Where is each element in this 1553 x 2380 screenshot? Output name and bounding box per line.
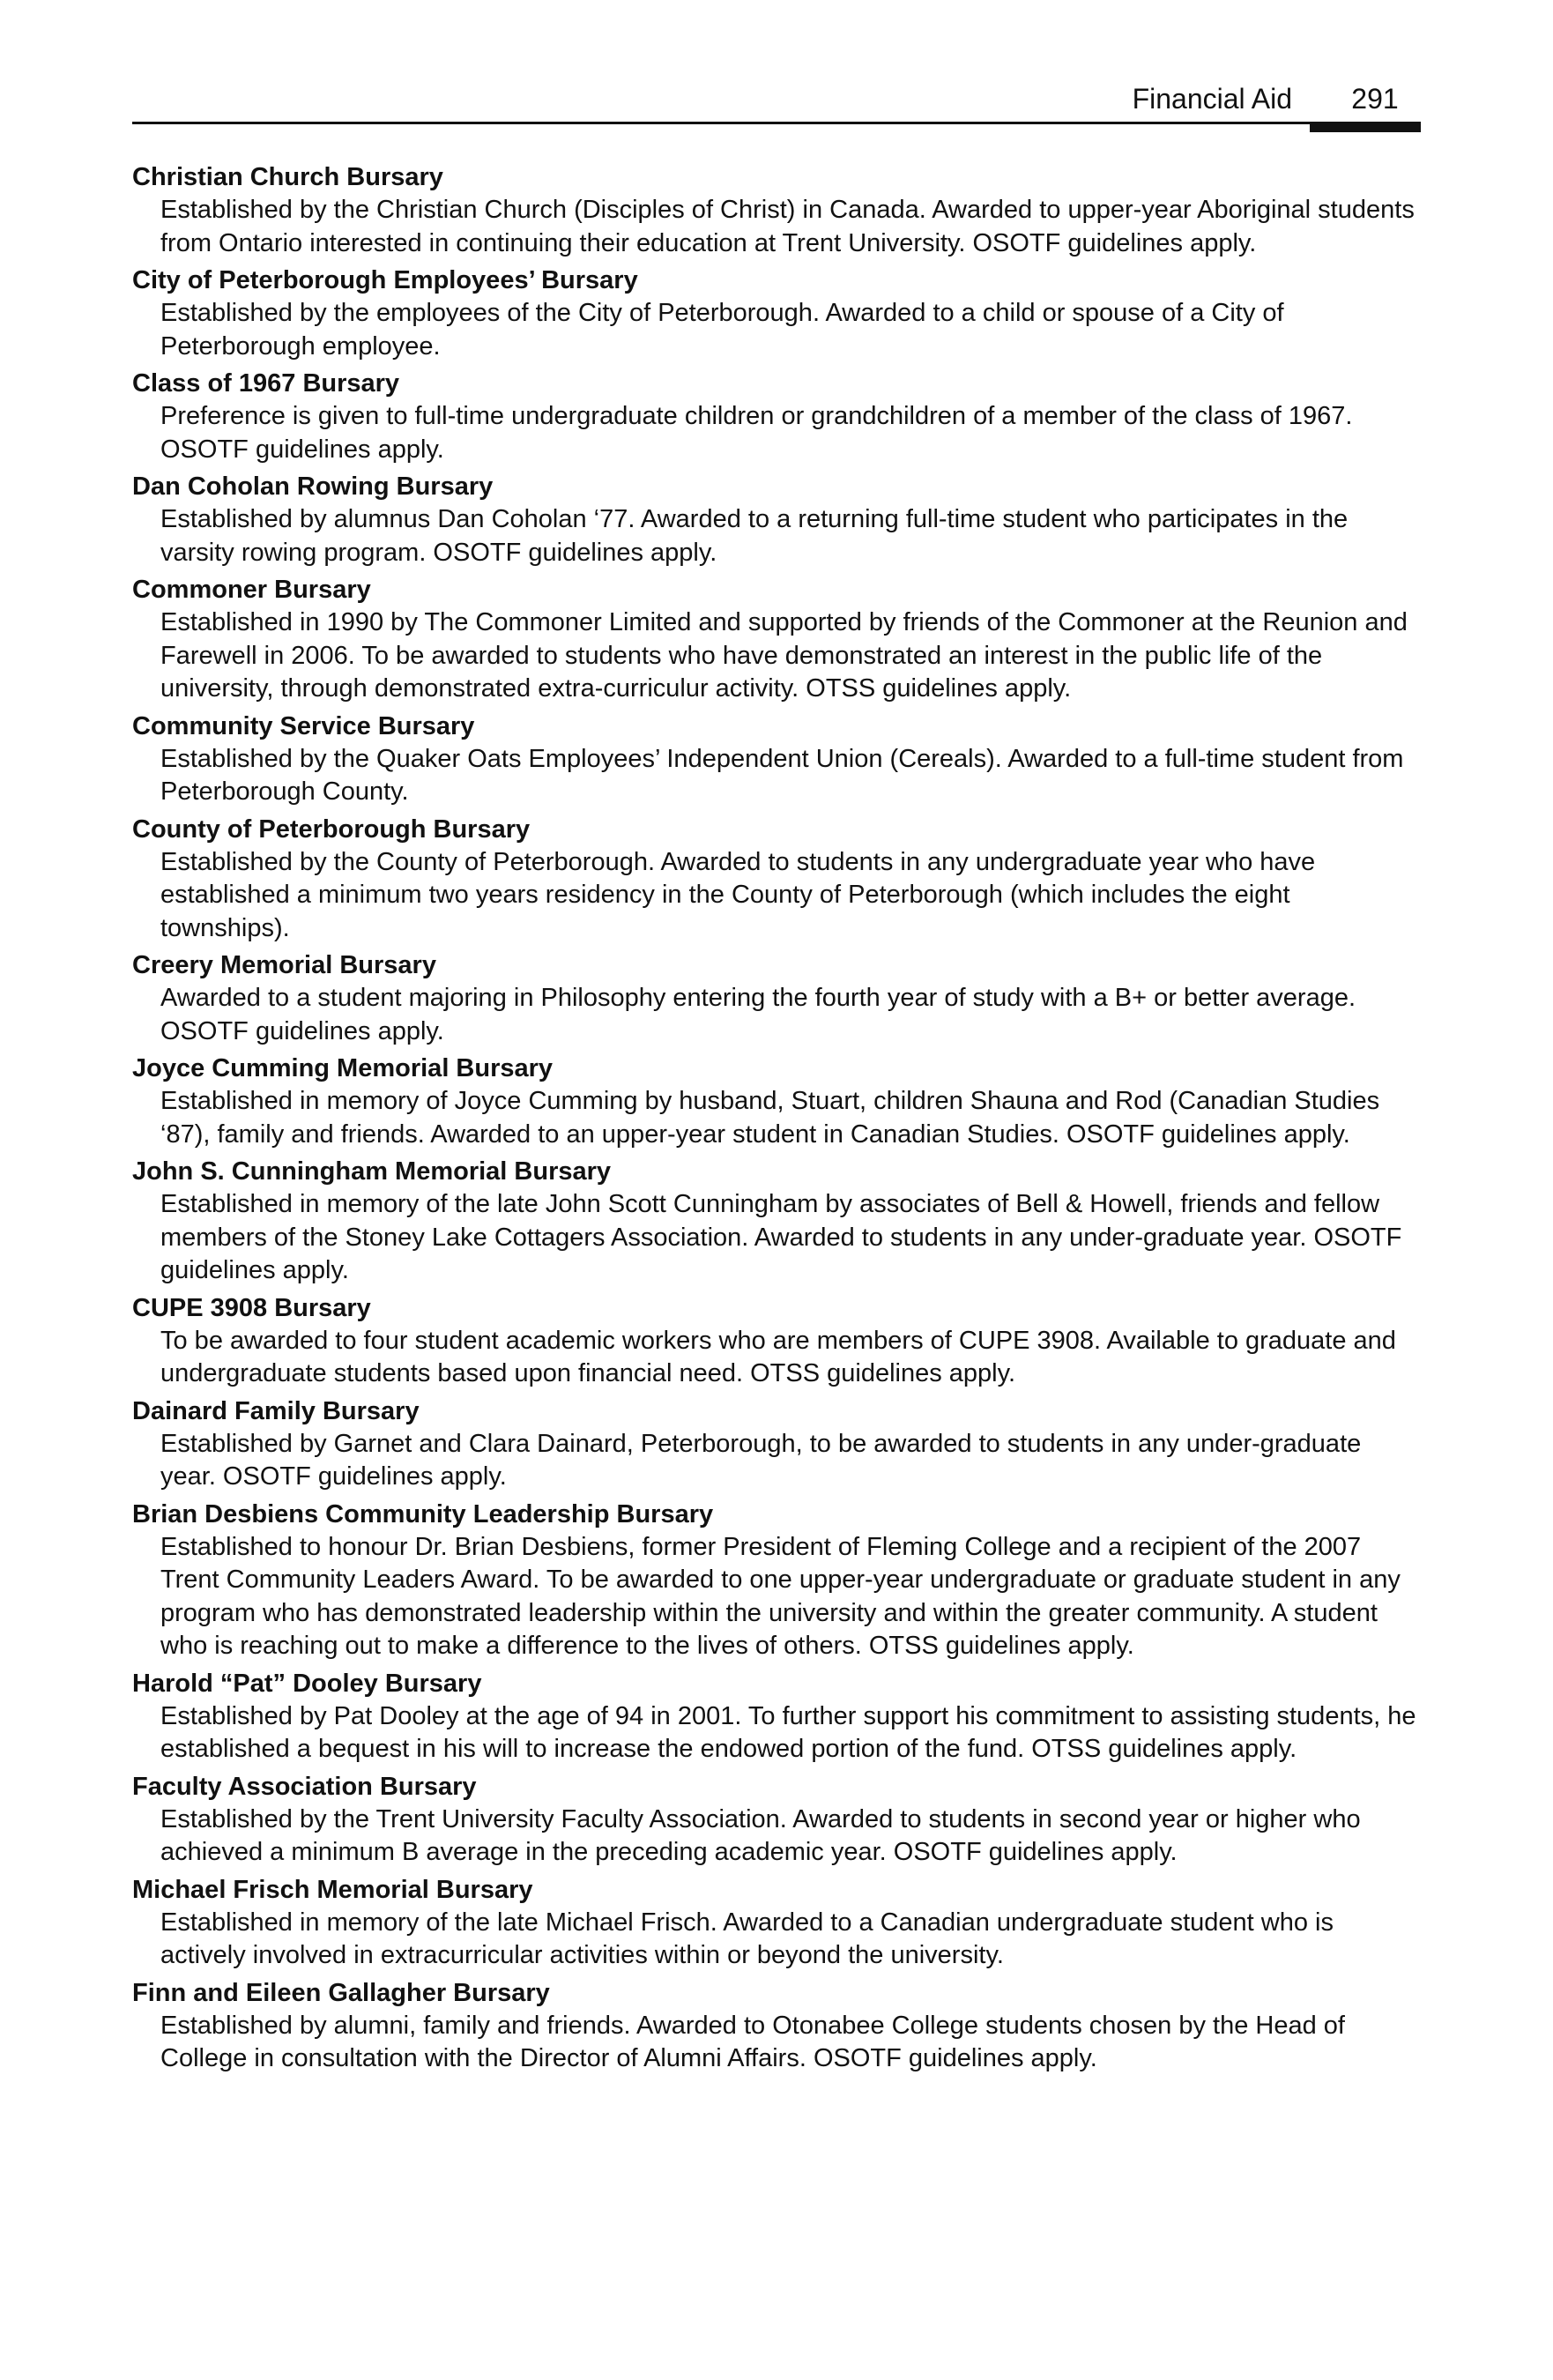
bursary-description: Established to honour Dr. Brian Desbiens, former President of Fleming College and a recipient of the 2007 Trent Community Leaders Award. To be awarded to one upper-year undergraduate or graduate student in any program who has demonstrated leadership within the university and within the greater community. A student who is reaching out to make a difference to the lives of others. OTSS guidelines apply. [160,1532,1401,1660]
bursary-title: CUPE 3908 Bursary [132,1293,371,1322]
bursary-title: Joyce Cumming Memorial Bursary [132,1054,554,1082]
bursary-description: Established in memory of Joyce Cumming by husband, Stuart, children Shauna and Rod (Canadian Studies ‘87), family and friends. Awarded to an upper-year student in Canadian Studies. OSOTF guidelines apply. [160,1087,1380,1149]
bursary-title: Christian Church Bursary [132,163,443,191]
bursary-description: Established by the employees of the City of Peterborough. Awarded to a child or spouse of a City of Peterborough employee. [160,299,1284,361]
header-section-title: Financial Aid [1132,83,1292,115]
bursary-description: Established in 1990 by The Commoner Limited and supported by friends of the Commoner at the Reunion and Farewell in 2006. To be awarded to students who have demonstrated an interest in the public life of the university, through demonstrated extra-curriculur activity. OTSS guidelines apply. [160,608,1408,703]
header-rule [132,122,1421,124]
bursary-entry [132,1395,1421,1494]
bursary-title: John S. Cunningham Memorial Bursary [132,1157,612,1186]
bursary-entry [132,1770,1421,1870]
header-text [1133,81,1421,116]
bursary-title: City of Peterborough Employees’ Bursary [132,266,638,294]
bursary-description: Established by the Quaker Oats Employees’ Independent Union (Cereals). Awarded to a full-time student from Peterborough County. [160,744,1404,806]
bursary-entry [132,160,1421,260]
bursary-title: County of Peterborough Bursary [132,814,531,844]
bursary-entry [132,710,1421,809]
bursary-title: Brian Desbiens Community Leadership Bursary [132,1499,714,1528]
bursary-description: Established by alumni, family and friends. Awarded to Otonabee College students chosen by the Head of College in consultation with the Director of Alumni Affairs. OSOTF guidelines apply. [160,2011,1345,2072]
bursary-description: Established by Pat Dooley at the age of 94 in 2001. To further support his commitment to assisting students, he established a bequest in his will to increase the endowed portion of the fund. OTSS guidelines apply. [160,1701,1416,1763]
bursary-entry [132,1976,1421,2076]
bursary-title: Dan Coholan Rowing Bursary [132,472,494,501]
bursary-description: Established by the County of Peterborough. Awarded to students in any undergraduate year who have established a minimum two years residency in the County of Peterborough (which includes the eight townships). [160,847,1316,942]
bursary-description: To be awarded to four student academic workers who are members of CUPE 3908. Available to graduate and undergraduate students based upon financial need. OTSS guidelines apply. [160,1326,1396,1387]
bursary-title: Commoner Bursary [132,576,371,604]
bursary-entry [132,1667,1421,1766]
bursary-description: Established by Garnet and Clara Dainard, Peterborough, to be awarded to students in any under-graduate year. OSOTF guidelines apply. [160,1429,1362,1491]
bursary-entry [132,1873,1421,1973]
bursary-description: Awarded to a student majoring in Philosophy entering the fourth year of study with a B+ or better average. OSOTF guidelines apply. [160,984,1356,1045]
bursary-title: Michael Frisch Memorial Bursary [132,1875,533,1904]
bursary-entry [132,367,1421,466]
bursary-entry [132,470,1421,569]
bursary-entry [132,573,1421,706]
bursary-title: Faculty Association Bursary [132,1772,477,1801]
bursary-title: Community Service Bursary [132,711,475,740]
bursary-title: Harold “Pat” Dooley Bursary [132,1669,482,1698]
bursary-entry [132,264,1421,363]
header-tab-marker [1310,122,1421,132]
bursary-entry [132,948,1421,1048]
bursary-list [132,160,1421,2079]
bursary-description: Established by the Christian Church (Disciples of Christ) in Canada. Awarded to upper-year Aboriginal students from Ontario interested in continuing their education at Trent University. OSOTF guidelines apply. [160,196,1415,257]
bursary-description: Established by the Trent University Faculty Association. Awarded to students in second year or higher who achieved a minimum B average in the preceding academic year. OSOTF guidelines apply. [160,1804,1361,1866]
page-number: 291 [1351,83,1399,115]
running-header [132,81,1421,125]
bursary-description: Established by alumnus Dan Coholan ‘77. Awarded to a returning full-time student who participates in the varsity rowing program. OSOTF guidelines apply. [160,505,1349,567]
bursary-description: Established in memory of the late Michael Frisch. Awarded to a Canadian undergraduate student who is actively involved in extracurricular activities within or beyond the university. [160,1908,1334,1969]
bursary-entry [132,1498,1421,1663]
bursary-description: Established in memory of the late John Scott Cunningham by associates of Bell & Howell, friends and fellow members of the Stoney Lake Cottagers Association. Awarded to students in any under-graduate year. OSOTF guidelines apply. [160,1190,1402,1284]
bursary-entry [132,1052,1421,1151]
bursary-title: Class of 1967 Bursary [132,369,400,398]
bursary-title: Dainard Family Bursary [132,1396,420,1425]
bursary-entry [132,813,1421,946]
bursary-description: Preference is given to full-time undergraduate children or grandchildren of a member of the class of 1967. OSOTF guidelines apply. [160,402,1353,464]
bursary-entry [132,1291,1421,1391]
bursary-title: Creery Memorial Bursary [132,951,436,979]
bursary-title: Finn and Eileen Gallagher Bursary [132,1978,550,2007]
bursary-entry [132,1155,1421,1288]
